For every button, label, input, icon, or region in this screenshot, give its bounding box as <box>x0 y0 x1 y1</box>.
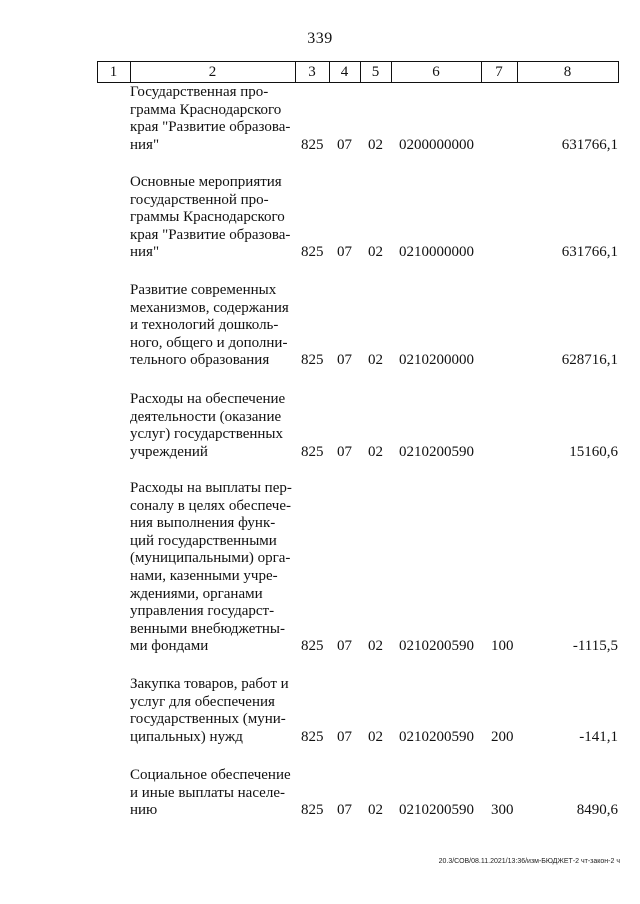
header-col-6: 6 <box>432 64 440 80</box>
cell-section: 07 <box>337 638 352 655</box>
header-col-5: 5 <box>371 64 380 80</box>
description-line: Развитие современных <box>130 282 277 298</box>
cell-ministry-code: 825 <box>301 638 324 655</box>
cell-ministry-code: 825 <box>301 443 324 460</box>
description-line: ния" <box>130 244 160 261</box>
cell-ministry-code: 825 <box>301 352 324 369</box>
cell-section: 07 <box>337 352 352 369</box>
row-description <box>130 767 294 820</box>
description-line: ципальных) нужд <box>130 728 243 745</box>
description-line: венными внебюджетны- <box>130 620 286 637</box>
cell-ministry-code: 825 <box>301 244 324 261</box>
header-col-8: 8 <box>563 64 572 80</box>
cell-amount: 631766,1 <box>561 136 618 153</box>
cell-subsection: 02 <box>368 802 383 819</box>
cell-section: 07 <box>337 728 352 745</box>
description-line: ния выполнения функ- <box>130 515 276 532</box>
cell-amount: 628716,1 <box>561 352 618 369</box>
cell-subsection: 02 <box>368 728 383 745</box>
description-line: ждениями, органами <box>130 585 263 602</box>
description-line: услуг) государственных <box>130 426 283 443</box>
cell-target-article: 0210200590 <box>399 802 474 819</box>
header-col-1: 1 <box>109 64 118 80</box>
row-description <box>130 480 294 656</box>
description-line: соналу в целях обеспече- <box>130 497 291 514</box>
description-line: Расходы на обеспечение <box>130 391 286 407</box>
cell-subsection: 02 <box>368 136 383 153</box>
page-number: 339 <box>307 30 333 47</box>
cell-amount: -1115,5 <box>572 638 618 655</box>
cell-section: 07 <box>337 802 352 819</box>
cell-amount: 8490,6 <box>576 802 618 819</box>
description-line: ния" <box>130 136 160 153</box>
description-line: нами, казенными учре- <box>130 567 278 584</box>
description-line: Основные мероприятия <box>130 174 282 190</box>
cell-subsection: 02 <box>368 352 383 369</box>
description-line: услуг для обеспечения <box>130 693 275 710</box>
description-line: Расходы на выплаты пер- <box>130 480 292 496</box>
cell-expense-type: 300 <box>491 802 514 819</box>
cell-target-article: 0210200000 <box>399 352 474 369</box>
description-line: грамма Краснодарского <box>130 101 282 118</box>
description-line: учреждений <box>130 443 208 460</box>
description-line: граммы Краснодарского <box>130 209 285 226</box>
cell-section: 07 <box>337 136 352 153</box>
cell-subsection: 02 <box>368 244 383 261</box>
description-line: государственной про- <box>130 191 269 208</box>
table-header <box>97 61 619 83</box>
cell-target-article: 0200000000 <box>399 136 474 153</box>
description-line: Государственная про- <box>130 84 269 100</box>
description-line: края "Развитие образова- <box>130 119 291 136</box>
cell-target-article: 0210200590 <box>399 638 474 655</box>
header-top-border <box>97 61 619 62</box>
description-line: нию <box>130 802 158 819</box>
header-col-3: 3 <box>308 64 316 80</box>
description-line: края "Развитие образова- <box>130 226 291 243</box>
cell-expense-type: 100 <box>491 638 514 655</box>
cell-amount: 15160,6 <box>569 443 618 460</box>
description-line: ного, общего и дополни- <box>130 334 288 351</box>
description-line: Социальное обеспечение <box>130 767 291 783</box>
cell-subsection: 02 <box>368 638 383 655</box>
cell-subsection: 02 <box>368 443 383 460</box>
description-line: ми фондами <box>130 638 209 655</box>
row-description <box>130 84 294 154</box>
header-col-4: 4 <box>340 64 349 80</box>
header-col-2: 2 <box>208 64 217 80</box>
description-line: деятельности (оказание <box>130 408 282 425</box>
description-line: и технологий дошколь- <box>130 317 279 334</box>
header-col-7: 7 <box>495 64 503 80</box>
row-description <box>130 282 294 370</box>
row-description <box>130 676 294 746</box>
row-description <box>130 391 294 461</box>
description-line: государственных (муни- <box>130 711 286 728</box>
document-footer-note: 20.3/СОВ/08.11.2021/13:36/изм-БЮДЖЕТ-2 чт-закон-2 ч <box>438 858 620 865</box>
description-line: (муниципальными) орга- <box>130 550 291 567</box>
cell-amount: 631766,1 <box>561 244 618 261</box>
cell-amount: -141,1 <box>579 728 618 745</box>
cell-expense-type: 200 <box>491 728 514 745</box>
row-description <box>130 174 294 262</box>
description-line: тельного образования <box>130 352 270 369</box>
cell-section: 07 <box>337 443 352 460</box>
header-bottom-border <box>97 82 619 83</box>
cell-section: 07 <box>337 244 352 261</box>
description-line: механизмов, содержания <box>130 299 289 316</box>
description-line: Закупка товаров, работ и <box>130 676 289 692</box>
cell-ministry-code: 825 <box>301 136 324 153</box>
cell-target-article: 0210200590 <box>399 443 474 460</box>
cell-target-article: 0210000000 <box>399 244 474 261</box>
description-line: и иные выплаты населе- <box>130 784 285 801</box>
cell-ministry-code: 825 <box>301 802 324 819</box>
description-line: управления государст- <box>130 603 275 620</box>
cell-target-article: 0210200590 <box>399 728 474 745</box>
header-divider <box>618 61 619 83</box>
description-line: ций государственными <box>130 532 277 549</box>
cell-ministry-code: 825 <box>301 728 324 745</box>
